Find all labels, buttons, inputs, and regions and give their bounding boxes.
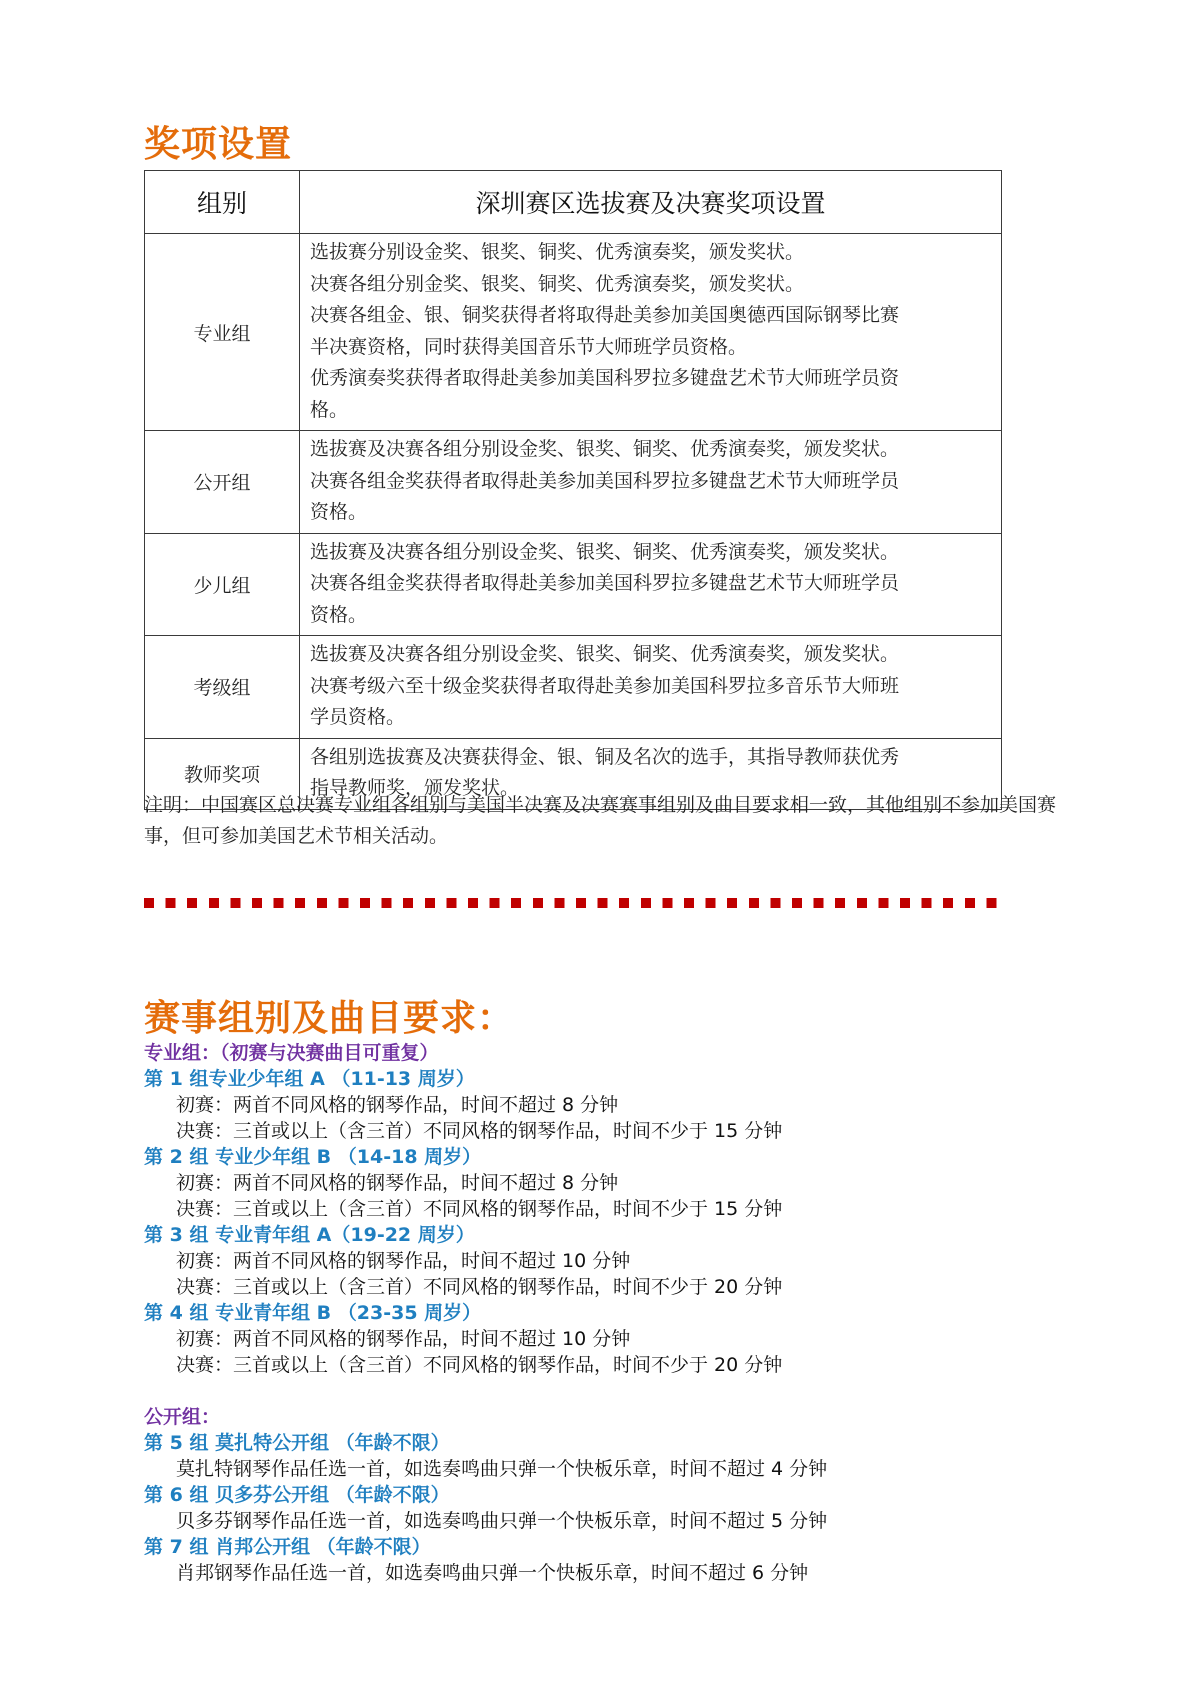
group-heading: 第 5 组 莫扎特公开组 （年龄不限）: [144, 1432, 450, 1454]
requirement-line: 初赛：两首不同风格的钢琴作品，时间不超过 10 分钟: [176, 1250, 631, 1272]
awards-content-line: 学员资格。: [310, 706, 406, 728]
awards-table-header-content: 深圳赛区选拔赛及决赛奖项设置: [300, 171, 1002, 234]
awards-content-line: 各组别选拔赛及决赛获得金、银、铜及名次的选手，其指导教师获优秀: [310, 745, 900, 768]
requirement-line: 决赛：三首或以上（含三首）不同风格的钢琴作品，时间不少于 15 分钟: [176, 1198, 783, 1220]
requirement-line: 肖邦钢琴作品任选一首，如选奏鸣曲只弹一个快板乐章，时间不超过 6 分钟: [176, 1562, 809, 1584]
awards-content-line: 指导教师奖，颁发奖状。: [310, 777, 520, 799]
requirement-line: 初赛：两首不同风格的钢琴作品，时间不超过 8 分钟: [176, 1172, 619, 1194]
category-spacer: [144, 1378, 1044, 1404]
awards-content-line: 决赛各组金奖获得者取得赴美参加美国科罗拉多键盘艺术节大师班学员: [310, 572, 900, 594]
awards-content-cell: [300, 533, 1002, 636]
awards-content-line: 决赛考级六至十级金奖获得者取得赴美参加美国科罗拉多音乐节大师班: [310, 674, 900, 697]
awards-content-line: 决赛各组金奖获得者取得赴美参加美国科罗拉多键盘艺术节大师班学员: [310, 469, 900, 492]
requirement-line: 贝多芬钢琴作品任选一首，如选奏鸣曲只弹一个快板乐章，时间不超过 5 分钟: [176, 1510, 828, 1532]
awards-content-line: 选拔赛及决赛各组分别设金奖、银奖、铜奖、优秀演奏奖，颁发奖状。: [310, 438, 900, 460]
awards-group-cell: 公开组: [145, 431, 300, 534]
awards-content-line: 决赛各组分别金奖、银奖、铜奖、优秀演奏奖，颁发奖状。: [310, 272, 805, 295]
awards-content-cell: [300, 234, 1002, 431]
awards-table-body: [145, 234, 1002, 810]
groups-list: [144, 1040, 1044, 1586]
group-heading: 第 6 组 贝多芬公开组 （年龄不限）: [144, 1484, 450, 1506]
awards-content-line: 决赛各组金、银、铜奖获得者将取得赴美参加美国奥德西国际钢琴比赛: [310, 304, 900, 326]
awards-content-cell: [300, 431, 1002, 534]
group-heading: 第 3 组 专业青年组 A（19-22 周岁）: [144, 1224, 475, 1246]
awards-group-cell: 考级组: [145, 636, 300, 739]
category-heading: 公开组：: [144, 1406, 221, 1428]
awards-group-cell: 少儿组: [145, 533, 300, 636]
awards-content-cell: [300, 636, 1002, 739]
requirement-line: 决赛：三首或以上（含三首）不同风格的钢琴作品，时间不少于 20 分钟: [176, 1276, 783, 1298]
awards-table-row: [145, 234, 1002, 431]
requirement-line: 决赛：三首或以上（含三首）不同风格的钢琴作品，时间不少于 15 分钟: [176, 1120, 783, 1142]
awards-content-line: 半决赛资格，同时获得美国音乐节大师班学员资格。: [310, 335, 748, 358]
awards-table: [144, 170, 1002, 810]
dotted-divider: [144, 898, 1002, 908]
awards-content-line: 资格。: [310, 603, 368, 626]
awards-table-row: [145, 533, 1002, 636]
awards-section-title: 奖项设置: [144, 124, 293, 165]
requirement-line: 初赛：两首不同风格的钢琴作品，时间不超过 8 分钟: [176, 1094, 619, 1116]
requirement-line: 决赛：三首或以上（含三首）不同风格的钢琴作品，时间不少于 20 分钟: [176, 1354, 783, 1376]
category-heading: 专业组：（初赛与决赛曲目可重复）: [144, 1042, 439, 1064]
awards-content-line: 格。: [310, 398, 349, 421]
group-heading: 第 4 组 专业青年组 B （23-35 周岁）: [144, 1302, 482, 1324]
awards-content-line: 选拔赛及决赛各组分别设金奖、银奖、铜奖、优秀演奏奖，颁发奖状。: [310, 540, 900, 563]
awards-content-line: 优秀演奏奖获得者取得赴美参加美国科罗拉多键盘艺术节大师班学员资: [310, 367, 900, 389]
group-heading: 第 7 组 肖邦公开组 （年龄不限）: [144, 1536, 431, 1558]
awards-content-line: 选拔赛及决赛各组分别设金奖、银奖、铜奖、优秀演奏奖，颁发奖状。: [310, 643, 900, 665]
awards-content-line: 选拔赛分别设金奖、银奖、铜奖、优秀演奏奖，颁发奖状。: [310, 241, 805, 263]
requirement-line: 初赛：两首不同风格的钢琴作品，时间不超过 10 分钟: [176, 1328, 631, 1350]
awards-note: 注明：中国赛区总决赛专业组各组别与美国半决赛及决赛赛事组别及曲目要求相一致，其他组别不参加美国赛事，但可参加美国艺术节相关活动。: [144, 794, 1057, 847]
awards-table-row: [145, 636, 1002, 739]
awards-content-line: 资格。: [310, 501, 368, 523]
groups-section-title: 赛事组别及曲目要求：: [144, 998, 515, 1039]
requirement-line: 莫扎特钢琴作品任选一首，如选奏鸣曲只弹一个快板乐章，时间不超过 4 分钟: [176, 1458, 828, 1480]
awards-group-cell: 专业组: [145, 234, 300, 431]
awards-table-header-row: [145, 171, 1002, 234]
awards-group-cell: 教师奖项: [145, 738, 300, 809]
awards-table-row: [145, 431, 1002, 534]
group-heading: 第 2 组 专业少年组 B （14-18 周岁）: [144, 1146, 482, 1168]
awards-table-header-group: 组别: [145, 171, 300, 234]
group-heading: 第 1 组专业少年组 A （11-13 周岁）: [144, 1068, 475, 1090]
